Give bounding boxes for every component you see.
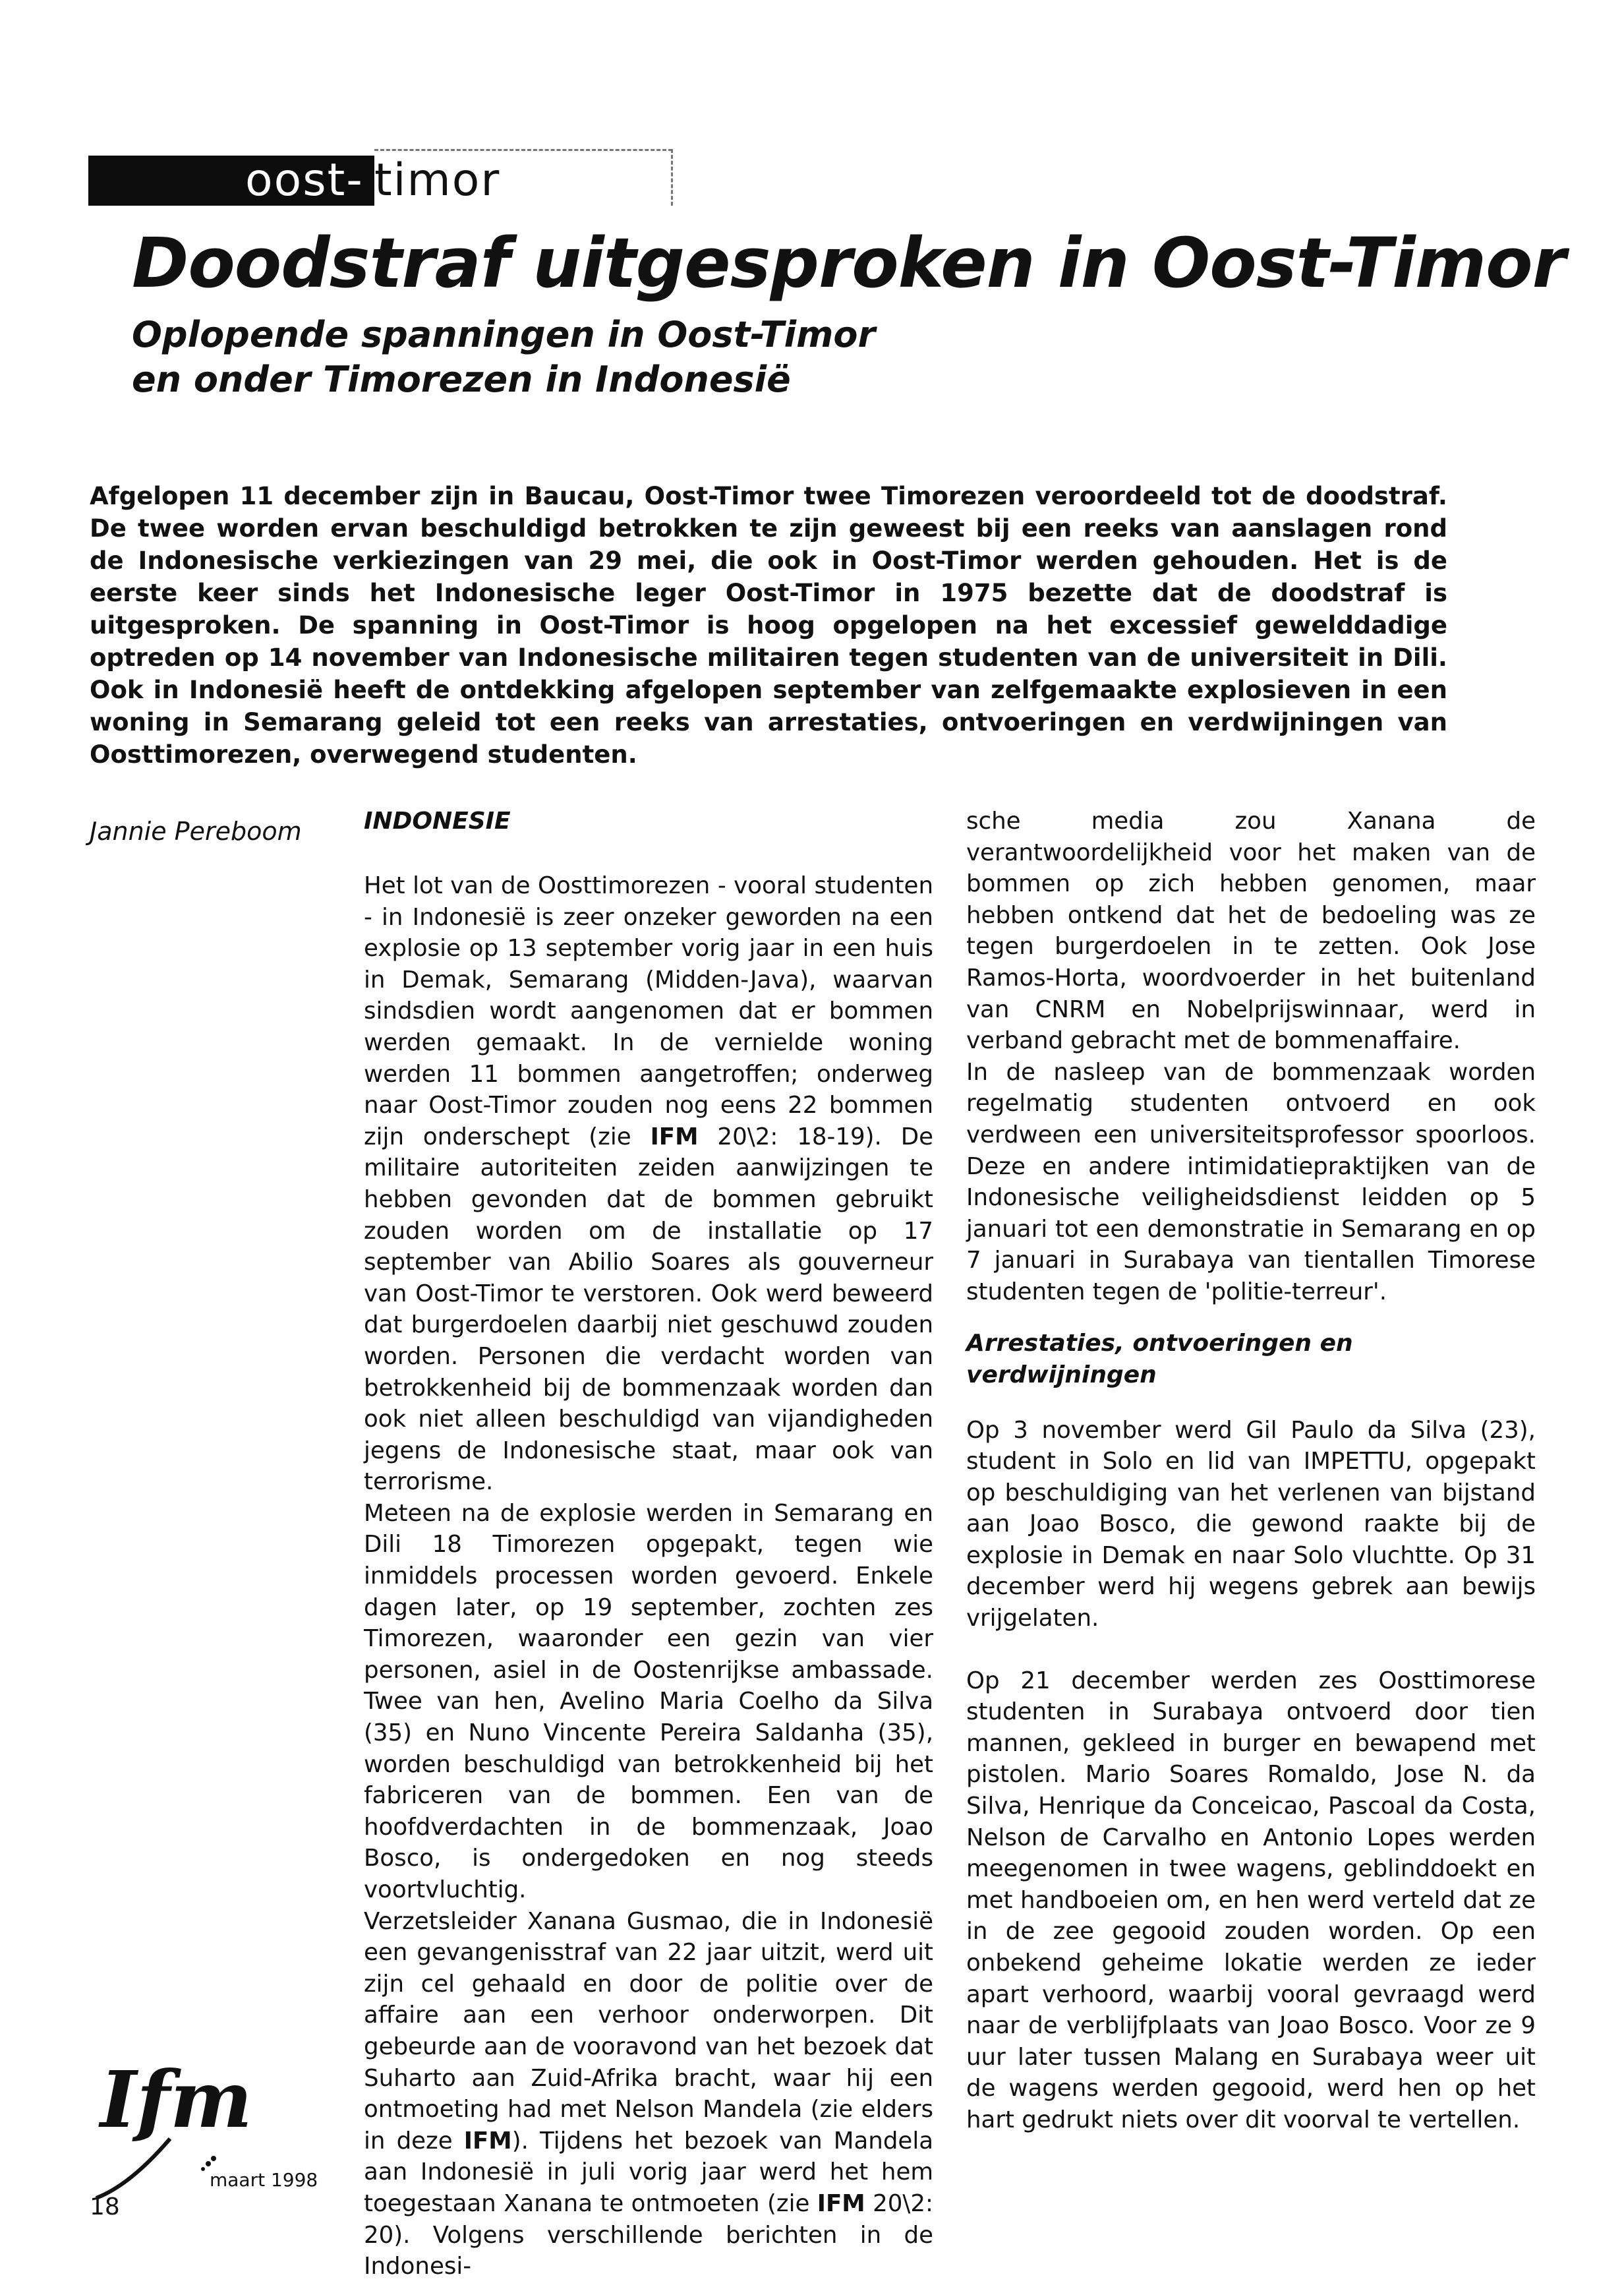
column2-paragraph-1: sche media zou Xanana de verantwoordelijkheid voor het maken van de bommen op zich hebben genomen, maar hebben ontkend dat het de bedoeling was ze tegen burgerdoelen in te zetten. Ook Jose Ramos-Horta, woordvoerder in het buitenland van CNRM en Nobelprijswinnaar, werd in verband gebracht met de bommenaffaire. [966,808,1536,1055]
subtitle-line-1: Oplopende spanningen in Oost-Timor [132,314,876,355]
subtitle-line-2: en onder Timorezen in Indonesië [132,359,791,400]
section-heading-indonesie: INDONESIE [364,808,511,835]
column2-paragraph-4: Op 21 december werden zes Oosttimorese studenten in Surabaya ontvoerd door tien mannen, gekleed in burger en bewapend met pistolen. Mario Soares Romaldo, Jose N. da Silva, Henrique da Conceicao, Pascoal da Costa, Nelson de Carvalho en Antonio Lopes werden meegenomen in twee wagens, geblinddoekt en met handboeien om, en hen werd verteld dat ze in de zee gegooid zouden worden. Op een onbekend geheime lokatie werden ze ieder apart verhoord, waarbij vooral gevraagd werd naar de verblijfplaats van Joao Bosco. Voor ze 9 uur later tussen Malang en Surabaya weer uit de wagens werden gegooid, werd hen op het hart gedrukt niets over dit voorval te vertellen. [966,1667,1536,2133]
svg-text:Ifm: Ifm [100,2054,252,2145]
article-column-1 [364,806,933,2282]
issue-date: maart 1998 [210,2169,318,2191]
column1-paragraph-2: Meteen na de explosie werden in Semarang en Dili 18 Timorezen opgepakt, tegen wie inmiddels processen worden gevoerd. Enkele dagen later, op 19 september, zochten zes Timorezen, waaronder een gezin van vier personen, asiel in de Oostenrijkse ambassade. Twee van hen, Avelino Maria Coelho da Silva (35) en Nuno Vincente Pereira Saldanha (35), worden beschuldigd van betrokkenheid bij het fabriceren van de bommen. Een van de hoofdverdachten in de bommenzaak, Joao Bosco, is ondergedoken en nog steeds voortvluchtig. [364,1499,933,1903]
column1-paragraph-1: Het lot van de Oosttimorezen - vooral studenten - in Indonesië is zeer onzeker geworden na een explosie op 13 september vorig jaar in een huis in Demak, Semarang (Midden-Java), waarvan sindsdien wordt aangenomen dat er bommen werden gemaakt. In de vernielde woning werden 11 bommen aangetroffen; onderweg naar Oost-Timor zouden nog eens 22 bommen zijn onderschept (zie IFM 20\2: 18-19). De militaire autoriteiten zeiden aanwijzingen te hebben gevonden dat de bommen gebruikt zouden worden om de installatie op 17 september van Abilio Soares als gouverneur van Oost-Timor te verstoren. Ook werd beweerd dat burgerdoelen daarbij niet geschuwd zouden worden. Personen die verdacht worden van betrokkenheid bij de bommenzaak worden dan ook niet alleen beschuldigd van vijandigheden jegens de Indonesische staat, maar ook van terrorisme. [364,872,933,1496]
lead-paragraph: Afgelopen 11 december zijn in Baucau, Oost-Timor twee Timorezen veroordeeld tot de doodstraf. De twee worden ervan beschuldigd betrokken te zijn geweest bij een reeks van aanslagen rond de Indonesische verkiezingen van 29 mei, die ook in Oost-Timor werden gehouden. Het is de eerste keer sinds het Indonesische leger Oost-Timor in 1975 bezette dat de doodstraf is uitgesproken. De spanning in Oost-Timor is hoog opgelopen na het excessief gewelddadige optreden op 14 november van Indonesische militairen tegen studenten van de universiteit in Dili. Ook in Indonesië heeft de ontdekking afgelopen september van zelfgemaakte explosieven in een woning in Semarang geleid tot een reeks van arrestaties, ontvoeringen en verdwijningen van Oosttimorezen, overwegend studenten. [90,482,1447,769]
section-tag [88,149,589,208]
author-byline: Jannie Pereboom [90,817,302,846]
ifm-reference: IFM [463,2127,512,2155]
page-number: 18 [90,2193,120,2220]
ifm-reference: IFM [650,1123,699,1150]
column1-paragraph-3: Verzetsleider Xanana Gusmao, die in Indonesië een gevangenisstraf van 22 jaar uitzit, werd uit zijn cel gehaald en door de politie over de affaire aan een verhoor onderworpen. Dit gebeurde aan de vooravond van het bezoek dat Suharto aan Zuid-Afrika bracht, waar hij een ontmoeting had met Nelson Mandela (zie elders in deze IFM). Tijdens het bezoek van Mandela aan Indonesië in juli vorig jaar werd het hem toegestaan Xanana te ontmoeten (zie IFM 20\2: 20). Volgens verschillende berichten in de Indonesi- [364,1907,934,2280]
section-heading-arrestaties: Arrestaties, ontvoeringen en verdwijningen [966,1329,1353,1388]
article-headline: Doodstraf uitgesproken in Oost-Timor [132,223,1565,303]
article-subtitle [132,312,1186,402]
section-tag-dashed-border-right [671,149,673,206]
section-tag-part2: timor [374,154,501,206]
section-tag-dashed-border-top [374,149,672,151]
article-column-2 [966,806,1536,2136]
column2-paragraph-3: Op 3 november werd Gil Paulo da Silva (23), student in Solo en lid van IMPETTU, opgepakt op beschuldiging van het verlenen van bijstand aan Joao Bosco, die gewond raakte bij de explosie in Demak en naar Solo vluchtte. Op 31 december werd hij wegens gebrek aan bewijs vrijgelaten. [966,1416,1536,1632]
ifm-reference: IFM [817,2189,865,2217]
section-tag-part1: oost- [245,154,364,206]
column2-paragraph-2: In de nasleep van de bommenzaak worden regelmatig studenten ontvoerd en ook verdween een universiteitsprofessor spoorloos. Deze en andere intimidatiepraktijken van de Indonesische veiligheidsdienst leidden op 5 januari tot een demonstratie in Semarang en op 7 januari in Surabaya van tientallen Timorese studenten tegen de 'politie-terreur'. [966,1058,1536,1305]
